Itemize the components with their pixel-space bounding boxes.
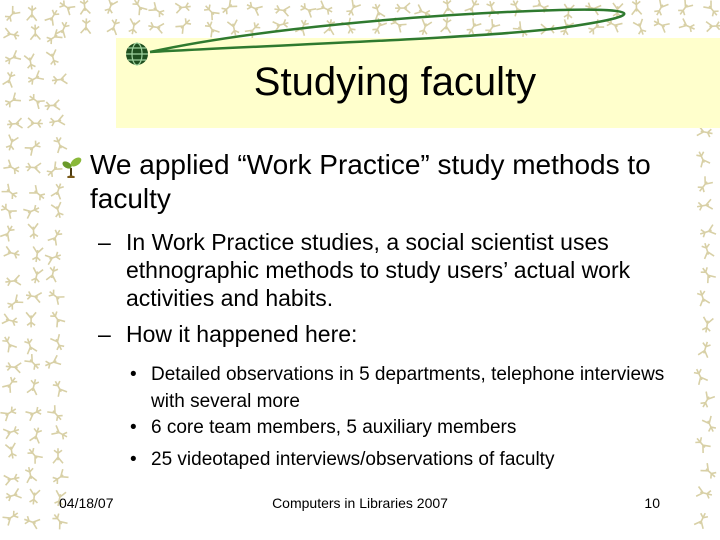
detail-bullet-dot: •: [130, 364, 137, 385]
detail-bullet-1: [130, 361, 690, 415]
detail-bullet-text: 25 videotaped interviews/observations of faculty: [151, 449, 555, 470]
slide-number: 10: [644, 495, 660, 511]
sub-bullet-text: In Work Practice studies, a social scientist uses ethnographic methods to study users’ actual work activities and habits.: [126, 229, 631, 311]
footer-date: 04/18/07: [59, 495, 114, 511]
detail-bullet-dot: •: [130, 449, 137, 470]
sub-bullet-dash: –: [98, 229, 111, 255]
sub-bullet-text: How it happened here:: [126, 321, 358, 347]
sub-bullet-1: [98, 228, 698, 312]
main-bullet-text: We applied “Work Practice” study methods to faculty: [90, 149, 651, 214]
detail-bullet-2: [130, 414, 690, 441]
sub-bullet-2: [98, 320, 698, 348]
detail-bullet-text: Detailed observations in 5 departments, telephone interviews with several more: [151, 364, 665, 412]
detail-bullet-dot: •: [130, 417, 137, 438]
slide-title: Studying faculty: [253, 60, 537, 104]
bullet-sprout-icon: [61, 156, 83, 178]
sub-bullet-dash: –: [98, 321, 111, 347]
detail-bullet-3: [130, 446, 690, 473]
detail-bullet-text: 6 core team members, 5 auxiliary members: [151, 417, 517, 438]
footer-title: Computers in Libraries 2007: [272, 495, 448, 511]
